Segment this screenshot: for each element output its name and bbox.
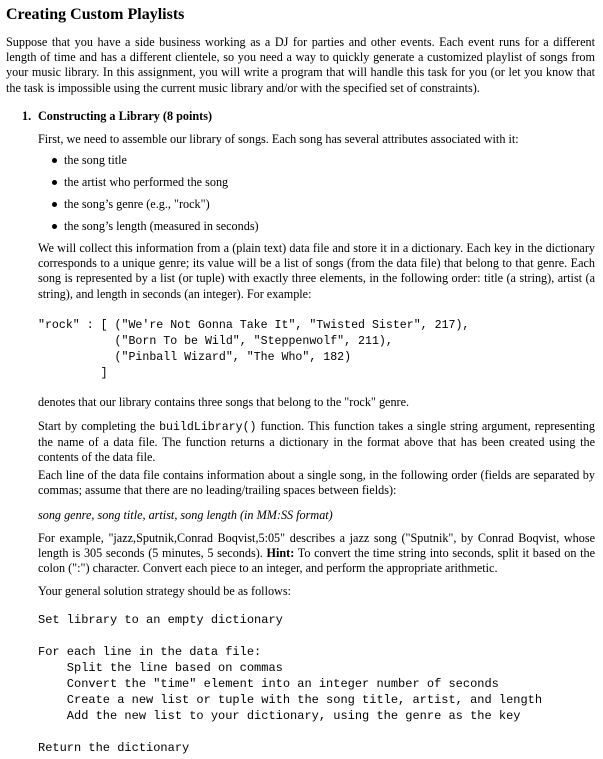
pseudocode-block <box>38 612 542 756</box>
function-name: buildLibrary() <box>159 421 257 434</box>
bullet-icon <box>52 202 57 207</box>
intro-paragraph: Suppose that you have a side business working as a DJ for parties and other events. Each event runs for a different length of time and has a different clientele, so you need a way to quickly generate a customized playlist of songs from your music library. In this assignment, you will write a program that will handle this task for you (or let you know that the task is impossible using the current music library and/or with the specified set of constraints). <box>6 35 595 95</box>
code-line <box>38 628 542 644</box>
hint-label: Hint: <box>266 546 295 561</box>
code-line: Create a new list or tuple with the song title, artist, and length <box>38 693 543 707</box>
code-line: ("Pinball Wizard", "The Who", 182) <box>38 351 352 364</box>
code-line: "rock" : [ ("We're Not Gonna Take It", "Twisted Sister", 217), <box>38 319 470 332</box>
paragraph-strategy: Your general solution strategy should be as follows: <box>38 584 291 598</box>
code-line: Return the dictionary <box>38 741 190 755</box>
code-line: For each line in the data file: <box>38 645 262 659</box>
paragraph-data-file: Each line of the data file contains information about a single song, in the following order (fields are separated by commas; assume that there are no leading/trailing spaces between fields): <box>38 468 595 498</box>
bullet-icon <box>52 180 57 185</box>
section-number: 1. <box>22 109 32 123</box>
page-title: Creating Custom Playlists <box>6 6 185 23</box>
code-line: ] <box>38 367 108 380</box>
paragraph-attributes-intro: First, we need to assemble our library of songs. Each song has several attributes associated with it: <box>38 132 519 146</box>
code-line: Split the line based on commas <box>38 661 283 675</box>
code-line <box>38 724 542 740</box>
paragraph-build-library: Start by completing the buildLibrary() function. This function takes a single string argument, representing the name of a data file. The function returns a dictionary in the format above that has been created using the contents of the data file. <box>38 419 595 465</box>
section-heading: Constructing a Library (8 points) <box>38 109 213 123</box>
code-line: ("Born To be Wild", "Steppenwolf", 211), <box>38 335 393 348</box>
paragraph-example-hint: For example, "jazz,Sputnik,Conrad Boqvist,5:05" describes a jazz song ("Sputnik", by Conrad Boqvist, whose length is 305 seconds (5 minutes, 5 seconds). Hint: To convert the time string into seconds, split it based on the colon (":") character. Convert each piece to an integer, and perform the appropriate arithmetic. <box>38 531 595 576</box>
code-line: Set library to an empty dictionary <box>38 613 283 627</box>
code-line: Convert the "time" element into an integer number of seconds <box>38 677 499 691</box>
format-line: song genre, song title, artist, song length (in MM:SS format) <box>38 508 333 522</box>
bullet-icon <box>52 158 57 163</box>
code-line: Add the new list to your dictionary, using the genre as the key <box>38 709 521 723</box>
bullet-icon <box>52 224 57 229</box>
example-code-block <box>38 318 469 382</box>
paragraph-dictionary: We will collect this information from a (plain text) data file and store it in a dictionary. Each key in the dictionary corresponds to a unique genre; its value will be a list of songs (from the data file) that belong to that genre. Each song is represented by a list (or tuple) with exactly three elements, in the following order: title (a string), artist (a string), and length in seconds (an integer). For example: <box>38 241 595 301</box>
paragraph-rock-genre: denotes that our library contains three songs that belong to the "rock" genre. <box>38 395 410 409</box>
document-page: Creating Custom Playlists Suppose that you have a side business working as a DJ for parties and other events. Each event runs for a different length of time and has a different clientele, so you need a way to quickly generate a customized playlist of songs from your music library. In this assignment, you will write a program that will handle this task for you (or let you know that the task is impossible using the current music library and/or with the specified set of constraints). 1. Constructing a Library (8 points) First, we need to assemble our library of songs. Each song has several attributes associated with it: the song title the artist who performed the song the song’s genre (e.g., "rock") the song’s length (measured in seconds) We will collect this information from a (plain text) data file and store it in a dictionary. Each key in the dictionary corresponds to a unique genre; its value will be a list of songs (from the data file) that belong to that genre. Each song is represented by a list (or tuple) with exactly three elements, in the following order: title (a string), artist (a string), and length in seconds (an integer). For example: "rock" : [ ("We're Not Gonna Take It", "Twisted Sister", 217), ("Born To be Wild", "Steppenwolf", 211), ("Pinball Wizard", "The Who", 182) ] denotes that our library contains three songs that belong to the "rock" genre. Start by completing the buildLibrary() function. This function takes a single string argument, representing the name of a data file. The function returns a dictionary in the format above that has been created using the contents of the data file. Each line of the data file contains information about a single song, in the following order (fields are separated by commas; assume that there are no leading/trailing spaces between fields): song genre, song title, artist, song length (in MM:SS format) For example, "jazz,Sputnik,Conrad Boqvist,5:05" describes a jazz song ("Sputnik", by Conrad Boqvist, whose length is 305 seconds (5 minutes, 5 seconds). Hint: To convert the time string into seconds, split it based on the colon (":") character. Convert each piece to an integer, and perform the appropriate arithmetic. Your general solution strategy should be as follows: Set library to an empty dictionary For each line in the data file: Split the line based on commas Convert the "time" element into an integer number of seconds Create a new list or tuple with the song title, artist, and length Add the new list to your dictionary, using the genre as the key Return the dictionary <box>0 0 603 759</box>
